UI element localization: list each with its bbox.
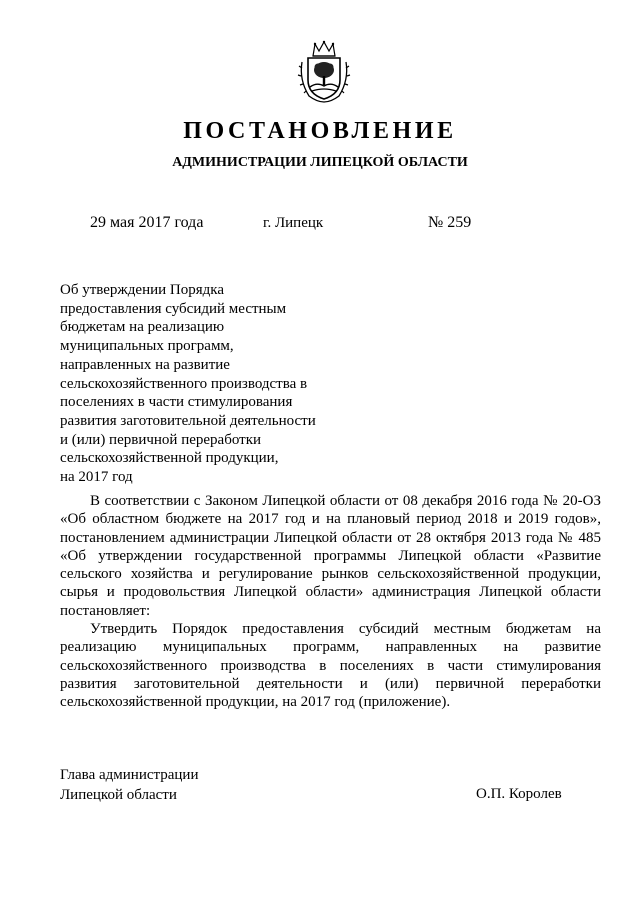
issuer-name: АДМИНИСТРАЦИИ ЛИПЕЦКОЙ ОБЛАСТИ xyxy=(172,155,468,170)
subject-line: предоставления субсидий местным xyxy=(60,300,287,317)
subject-line: поселениях в части стимулирования xyxy=(60,394,293,411)
subject-line: развития заготовительной деятельности xyxy=(60,412,316,429)
subject-line: сельскохозяйственной продукции, xyxy=(60,450,279,467)
subject-line: Об утверждении Порядка xyxy=(60,282,224,298)
subject-line: муниципальных программ, xyxy=(60,338,234,355)
document-subject xyxy=(60,281,350,487)
document-body xyxy=(60,492,601,712)
subject-line: бюджетам на реализацию xyxy=(60,319,225,336)
document-type-title: ПОСТАНОВЛЕНИЕ xyxy=(183,118,457,144)
body-paragraph: В соответствии с Законом Липецкой области от 08 декабря 2016 года № 20-ОЗ «Об областном бюджете на 2017 год и на плановый период 2018 и 2019 годов», постановлением администрации Липецкой области от 28 октября 2013 года № 485 «Об утверждении государственной программы Липецкой области «Развитие сельского хозяйства и регулирование рынков сельскохозяйственной продукции, сырья и продовольствия Липецкой области» администрация Липецкой области постановляет: xyxy=(60,493,601,619)
document-place: г. Липецк xyxy=(263,215,324,231)
lipetsk-coat-of-arms-icon xyxy=(297,40,351,104)
subject-line: направленных на развитие xyxy=(60,356,230,373)
body-paragraph: Утвердить Порядок предоставления субсидий местным бюджетам на реализацию муниципальных программ, направленных на развитие сельскохозяйственного производства в поселениях в части стимулирования развития заготовительной деятельности и (или) первичной переработки сельскохозяйственной продукции, на 2017 год (приложение). xyxy=(60,621,601,711)
subject-line: на 2017 год xyxy=(60,469,133,486)
document-date: 29 мая 2017 года xyxy=(90,214,204,231)
document-number: № 259 xyxy=(428,214,472,231)
signatory-title-line: Липецкой области xyxy=(60,786,177,803)
signatory-name: О.П. Королев xyxy=(476,786,562,802)
signatory-title-line: Глава администрации xyxy=(60,767,199,783)
subject-line: и (или) первичной переработки xyxy=(60,431,262,448)
subject-line: сельскохозяйственного производства в xyxy=(60,375,308,392)
signatory-title xyxy=(60,766,198,805)
